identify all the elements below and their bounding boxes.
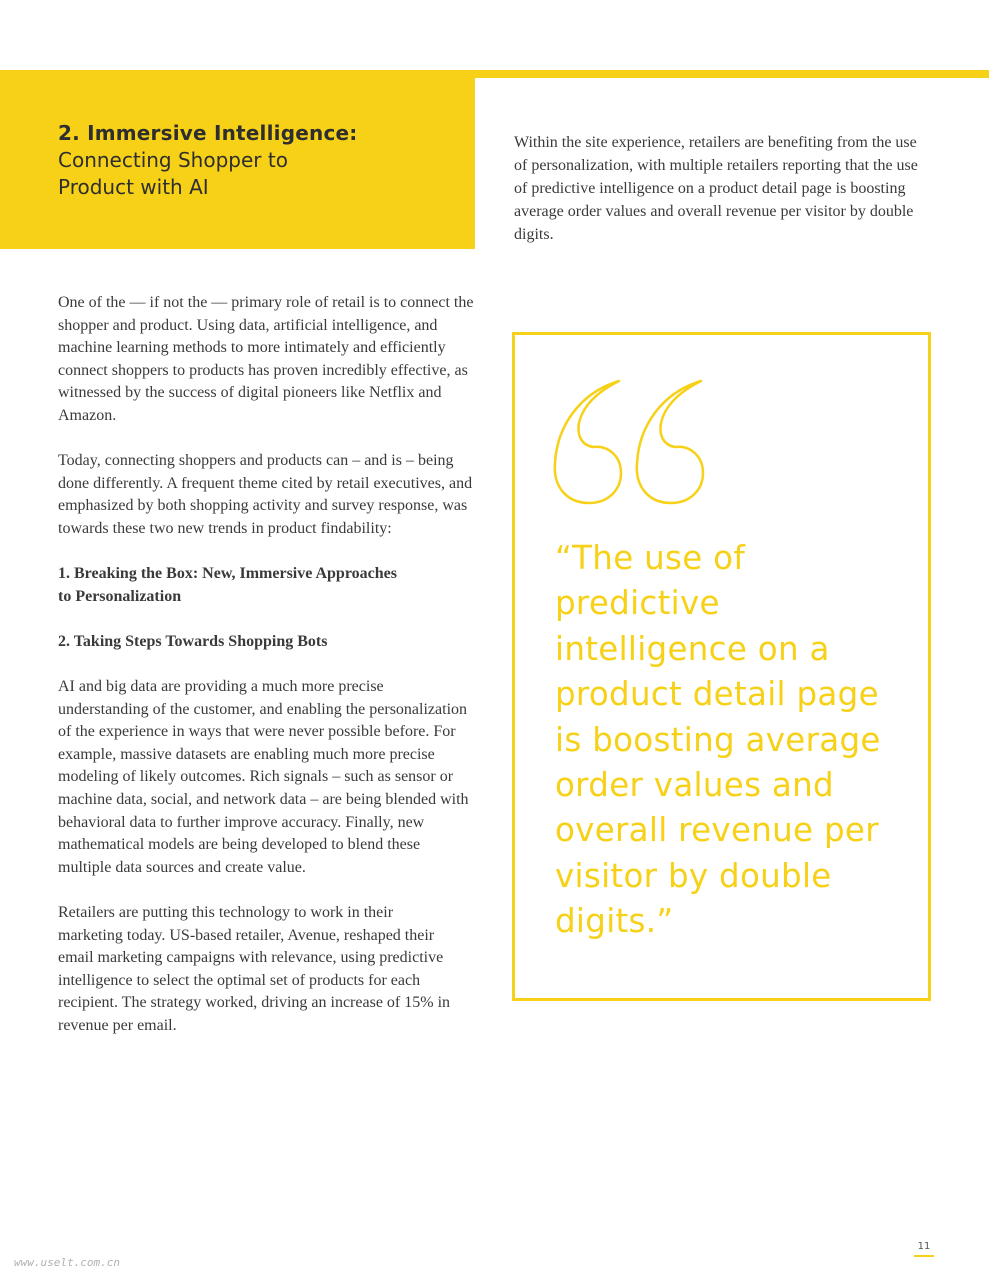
body-paragraph-4: Retailers are putting this technology to work in their marketing today. US-based retailer, Avenue, reshaped their email marketing campaigns with relevance, using predictive intelligence to select the optimal set of products for each recipient. The strategy worked, driving an increase of 15% in revenue per email. bbox=[58, 904, 451, 1034]
trend-item-1: 1. Breaking the Box: New, Immersive Approaches to Personalization bbox=[58, 565, 397, 605]
body-paragraph-3: AI and big data are providing a much more precise understanding of the customer, and enabling the personalization of the experience in ways that were never possible before. For example, massive datasets are enabling much more precise modeling of likely outcomes. Rich signals – such as sensor or machine data, social, and network data – are being blended with behavioral data to further improve accuracy. Finally, new mathematical models are being developed to blend these multiple data sources and create value. bbox=[58, 678, 469, 876]
pull-quote-box bbox=[512, 332, 931, 1001]
body-paragraph-1: One of the — if not the — primary role of retail is to connect the shopper and product. Using data, artificial intelligence, and machine learning methods to more intimately and efficiently connect shoppers to products has proven incredibly effective, as witnessed by the success of digital pioneers like Netflix and Amazon. bbox=[58, 294, 474, 424]
section-number-title: 2. Immersive Intelligence: bbox=[58, 121, 358, 145]
watermark: www.uselt.com.cn bbox=[14, 1256, 120, 1269]
intro-paragraph: Within the site experience, retailers are benefiting from the use of personalization, with multiple retailers reporting that the use of predictive intelligence on a product detail page is boosting average order values and overall revenue per visitor by double digits. bbox=[514, 134, 918, 243]
section-title bbox=[58, 120, 458, 201]
quotation-marks-icon bbox=[551, 375, 711, 505]
trend-item-2: 2. Taking Steps Towards Shopping Bots bbox=[58, 632, 328, 650]
section-subtitle-line-1: Connecting Shopper to bbox=[58, 148, 288, 172]
body-paragraph-2: Today, connecting shoppers and products can – and is – being done differently. A frequent theme cited by retail executives, and emphasized by both shopping activity and survey response, was towards these two new trends in product findability: bbox=[58, 452, 473, 537]
page-number: 11 bbox=[917, 1241, 931, 1252]
section-subtitle-line-2: Product with AI bbox=[58, 175, 209, 199]
pull-quote-text: “The use of predictive intelligence on a product detail page is boosting average order values and overall revenue per visitor by double digits.” bbox=[555, 539, 881, 941]
page-number-underline bbox=[914, 1255, 934, 1257]
body-column bbox=[58, 292, 478, 1060]
